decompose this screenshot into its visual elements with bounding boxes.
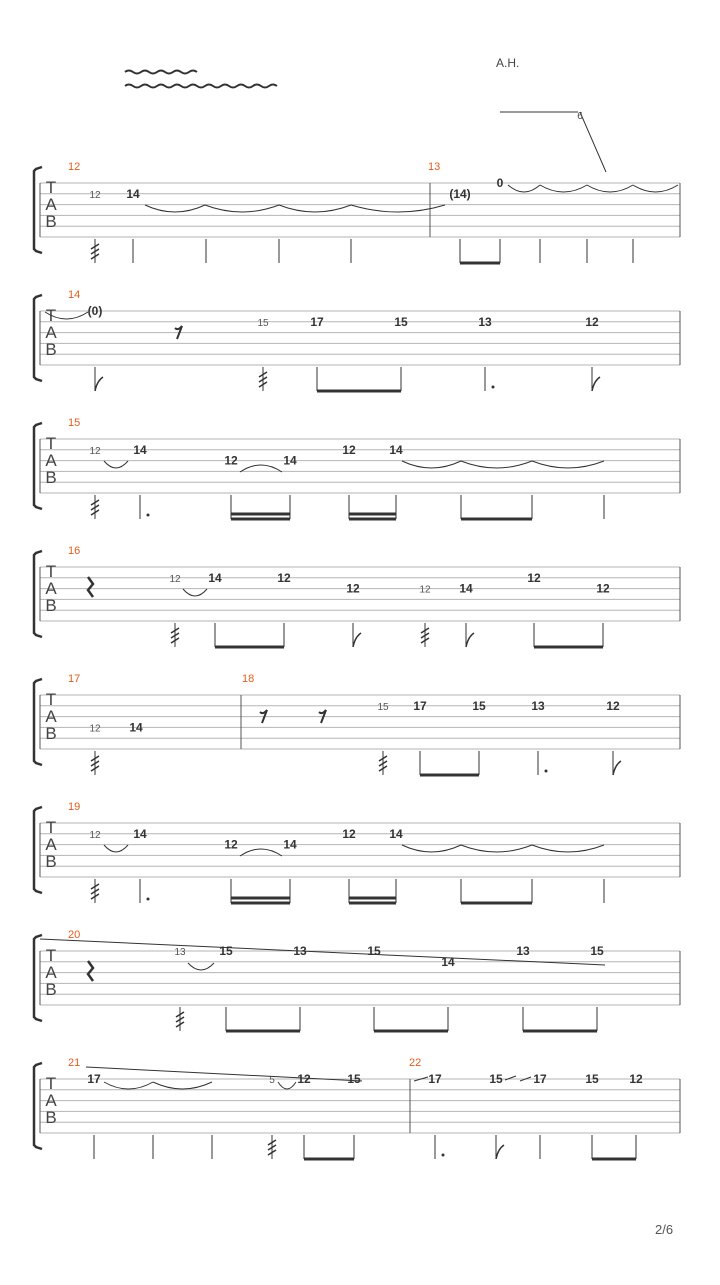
fret-number: 13 xyxy=(516,944,530,958)
tab-clef-letter: B xyxy=(45,596,57,615)
fret-number: 12 xyxy=(342,826,356,841)
tie-arc xyxy=(461,845,532,852)
tab-system xyxy=(34,929,680,1031)
tie-arc xyxy=(532,845,604,852)
fret-number: 0 xyxy=(496,176,504,190)
measure-number: 12 xyxy=(68,161,81,173)
fret-number: 12 xyxy=(585,314,599,329)
system-brace xyxy=(34,167,42,253)
tab-clef-letter: A xyxy=(45,195,57,214)
dot xyxy=(147,898,150,901)
tie-arc xyxy=(532,461,604,468)
tab-system xyxy=(34,1057,680,1159)
tab-clef-letter: A xyxy=(45,835,57,854)
measure-number: 15 xyxy=(68,417,81,429)
fret-number: 12 xyxy=(419,584,431,596)
tab-clef-letter: T xyxy=(45,562,57,581)
tie-arc xyxy=(104,1082,153,1089)
system-brace xyxy=(34,551,42,637)
fret-number: (14) xyxy=(449,186,471,201)
fret-number: 14 xyxy=(283,837,297,852)
system-brace xyxy=(34,807,42,893)
system-brace xyxy=(34,423,42,509)
fret-number: (0) xyxy=(87,304,103,318)
tab-clef-letter: T xyxy=(45,306,57,325)
artificial-harmonic-label: A.H. xyxy=(496,56,520,70)
fret-number: 12 xyxy=(629,1072,643,1086)
tie-arc xyxy=(278,1082,296,1089)
fret-number: 13 xyxy=(174,947,186,958)
fret-number: 12 xyxy=(596,581,610,596)
tab-clef-letter: B xyxy=(45,212,57,231)
fret-number: 12 xyxy=(342,442,356,457)
fret-number: 17 xyxy=(533,1072,547,1086)
tie-arc xyxy=(205,205,279,212)
fret-number: 12 xyxy=(527,570,541,585)
tie-arc xyxy=(183,589,207,596)
measure-number: 16 xyxy=(68,545,81,557)
fret-number: 15 xyxy=(219,944,233,958)
page-number: 2/6 xyxy=(655,1222,674,1237)
note-flag xyxy=(466,633,474,647)
fret-number: 14 xyxy=(129,720,143,735)
measure-number: 22 xyxy=(409,1057,422,1069)
tie-arc xyxy=(153,1082,212,1089)
fret-number: 12 xyxy=(224,453,238,468)
tie-arc xyxy=(279,205,351,212)
fret-number: 15 xyxy=(585,1072,599,1086)
dot xyxy=(492,386,495,389)
fret-number: 15 xyxy=(377,701,389,713)
fret-number: 12 xyxy=(89,445,101,457)
note-flag xyxy=(592,377,600,391)
tab-system xyxy=(34,545,680,647)
tie-arc xyxy=(188,963,214,970)
fret-number: 13 xyxy=(478,314,492,329)
fret-number: 12 xyxy=(89,829,101,841)
system-brace xyxy=(34,679,42,765)
header-marks xyxy=(125,71,606,173)
fret-number: 12 xyxy=(89,189,101,201)
fret-number: 15 xyxy=(367,944,381,958)
quarter-rest xyxy=(88,961,93,981)
fret-number: 15 xyxy=(394,314,408,329)
fret-number: 12 xyxy=(224,837,238,852)
tab-clef-letter: T xyxy=(45,1074,57,1093)
measure-number: 14 xyxy=(68,289,81,301)
tab-system xyxy=(34,673,680,775)
system-brace xyxy=(34,1063,42,1149)
fret-number: 14 xyxy=(208,570,222,585)
dot xyxy=(147,514,150,517)
fret-number: 12 xyxy=(169,573,181,585)
fret-number: 12 xyxy=(346,581,360,596)
tuplet-number: 6 xyxy=(577,111,583,122)
fret-number: 17 xyxy=(413,698,427,713)
measure-number: 18 xyxy=(242,673,255,685)
tab-clef-letter: A xyxy=(45,707,57,726)
tie-arc xyxy=(402,845,461,852)
fret-number: 14 xyxy=(133,826,147,841)
fret-number: 15 xyxy=(489,1072,503,1086)
tie-arc xyxy=(461,461,532,468)
fret-number: 14 xyxy=(389,442,403,457)
fret-number: 17 xyxy=(310,314,324,329)
measure-number: 17 xyxy=(68,673,81,685)
fret-number: 14 xyxy=(126,186,140,201)
fret-number: 12 xyxy=(297,1072,311,1086)
tie-arc xyxy=(633,185,678,192)
vibrato-mark-short xyxy=(125,71,197,74)
measure-number: 13 xyxy=(428,161,441,173)
tie-arc xyxy=(351,205,445,212)
fret-number: 15 xyxy=(347,1072,361,1086)
tab-clef-letter: A xyxy=(45,963,57,982)
tie-arc xyxy=(587,185,633,192)
fret-number: 14 xyxy=(459,581,473,596)
tab-clef-letter: T xyxy=(45,818,57,837)
tab-clef-letter: A xyxy=(45,1091,57,1110)
fret-number: 12 xyxy=(89,723,101,735)
measure-number: 21 xyxy=(68,1057,81,1069)
tab-clef-letter: B xyxy=(45,724,57,743)
fret-number: 15 xyxy=(257,317,269,329)
tab-clef-letter: B xyxy=(45,980,57,999)
tie-arc xyxy=(104,461,128,468)
tab-clef-letter: A xyxy=(45,323,57,342)
note-flag xyxy=(95,377,103,391)
measure-number: 20 xyxy=(68,929,81,941)
fret-number: 15 xyxy=(472,698,486,713)
tab-system xyxy=(34,289,680,391)
note-flag xyxy=(613,761,621,775)
vibrato-mark-long xyxy=(125,85,277,88)
fret-number: 12 xyxy=(277,570,291,585)
tab-clef-letter: T xyxy=(45,690,57,709)
fret-number: 5 xyxy=(269,1075,275,1086)
tuplet-bracket-slope xyxy=(580,112,606,172)
fret-number: 15 xyxy=(590,944,604,958)
fret-number: 14 xyxy=(389,826,403,841)
system-brace xyxy=(34,295,42,381)
tie-arc xyxy=(540,185,587,192)
tab-clef-letter: A xyxy=(45,451,57,470)
tab-system xyxy=(34,801,680,903)
note-flag xyxy=(353,633,361,647)
tab-clef-letter: T xyxy=(45,434,57,453)
tab-clef-letter: B xyxy=(45,1108,57,1127)
fret-number: 13 xyxy=(531,698,545,713)
tab-clef-letter: B xyxy=(45,468,57,487)
fret-number: 14 xyxy=(283,453,297,468)
system-brace xyxy=(34,935,42,1021)
dot xyxy=(545,770,548,773)
tab-clef-letter: B xyxy=(45,852,57,871)
quarter-rest xyxy=(88,577,93,597)
tab-system xyxy=(34,161,680,263)
dot xyxy=(442,1154,445,1157)
fret-number: 17 xyxy=(428,1072,442,1086)
fret-number: 14 xyxy=(441,954,455,969)
tie-arc xyxy=(402,461,461,468)
tie-arc xyxy=(145,205,205,212)
fret-number: 12 xyxy=(606,698,620,713)
tab-clef-letter: T xyxy=(45,946,57,965)
note-flag xyxy=(496,1145,504,1159)
tab-clef-letter: A xyxy=(45,579,57,598)
tab-system xyxy=(34,417,680,519)
tab-clef-letter: B xyxy=(45,340,57,359)
tie-arc xyxy=(104,845,128,852)
tie-arc xyxy=(508,185,540,192)
measure-number: 19 xyxy=(68,801,81,813)
fret-number: 14 xyxy=(133,442,147,457)
tab-clef-letter: T xyxy=(45,178,57,197)
fret-number: 17 xyxy=(87,1072,101,1086)
